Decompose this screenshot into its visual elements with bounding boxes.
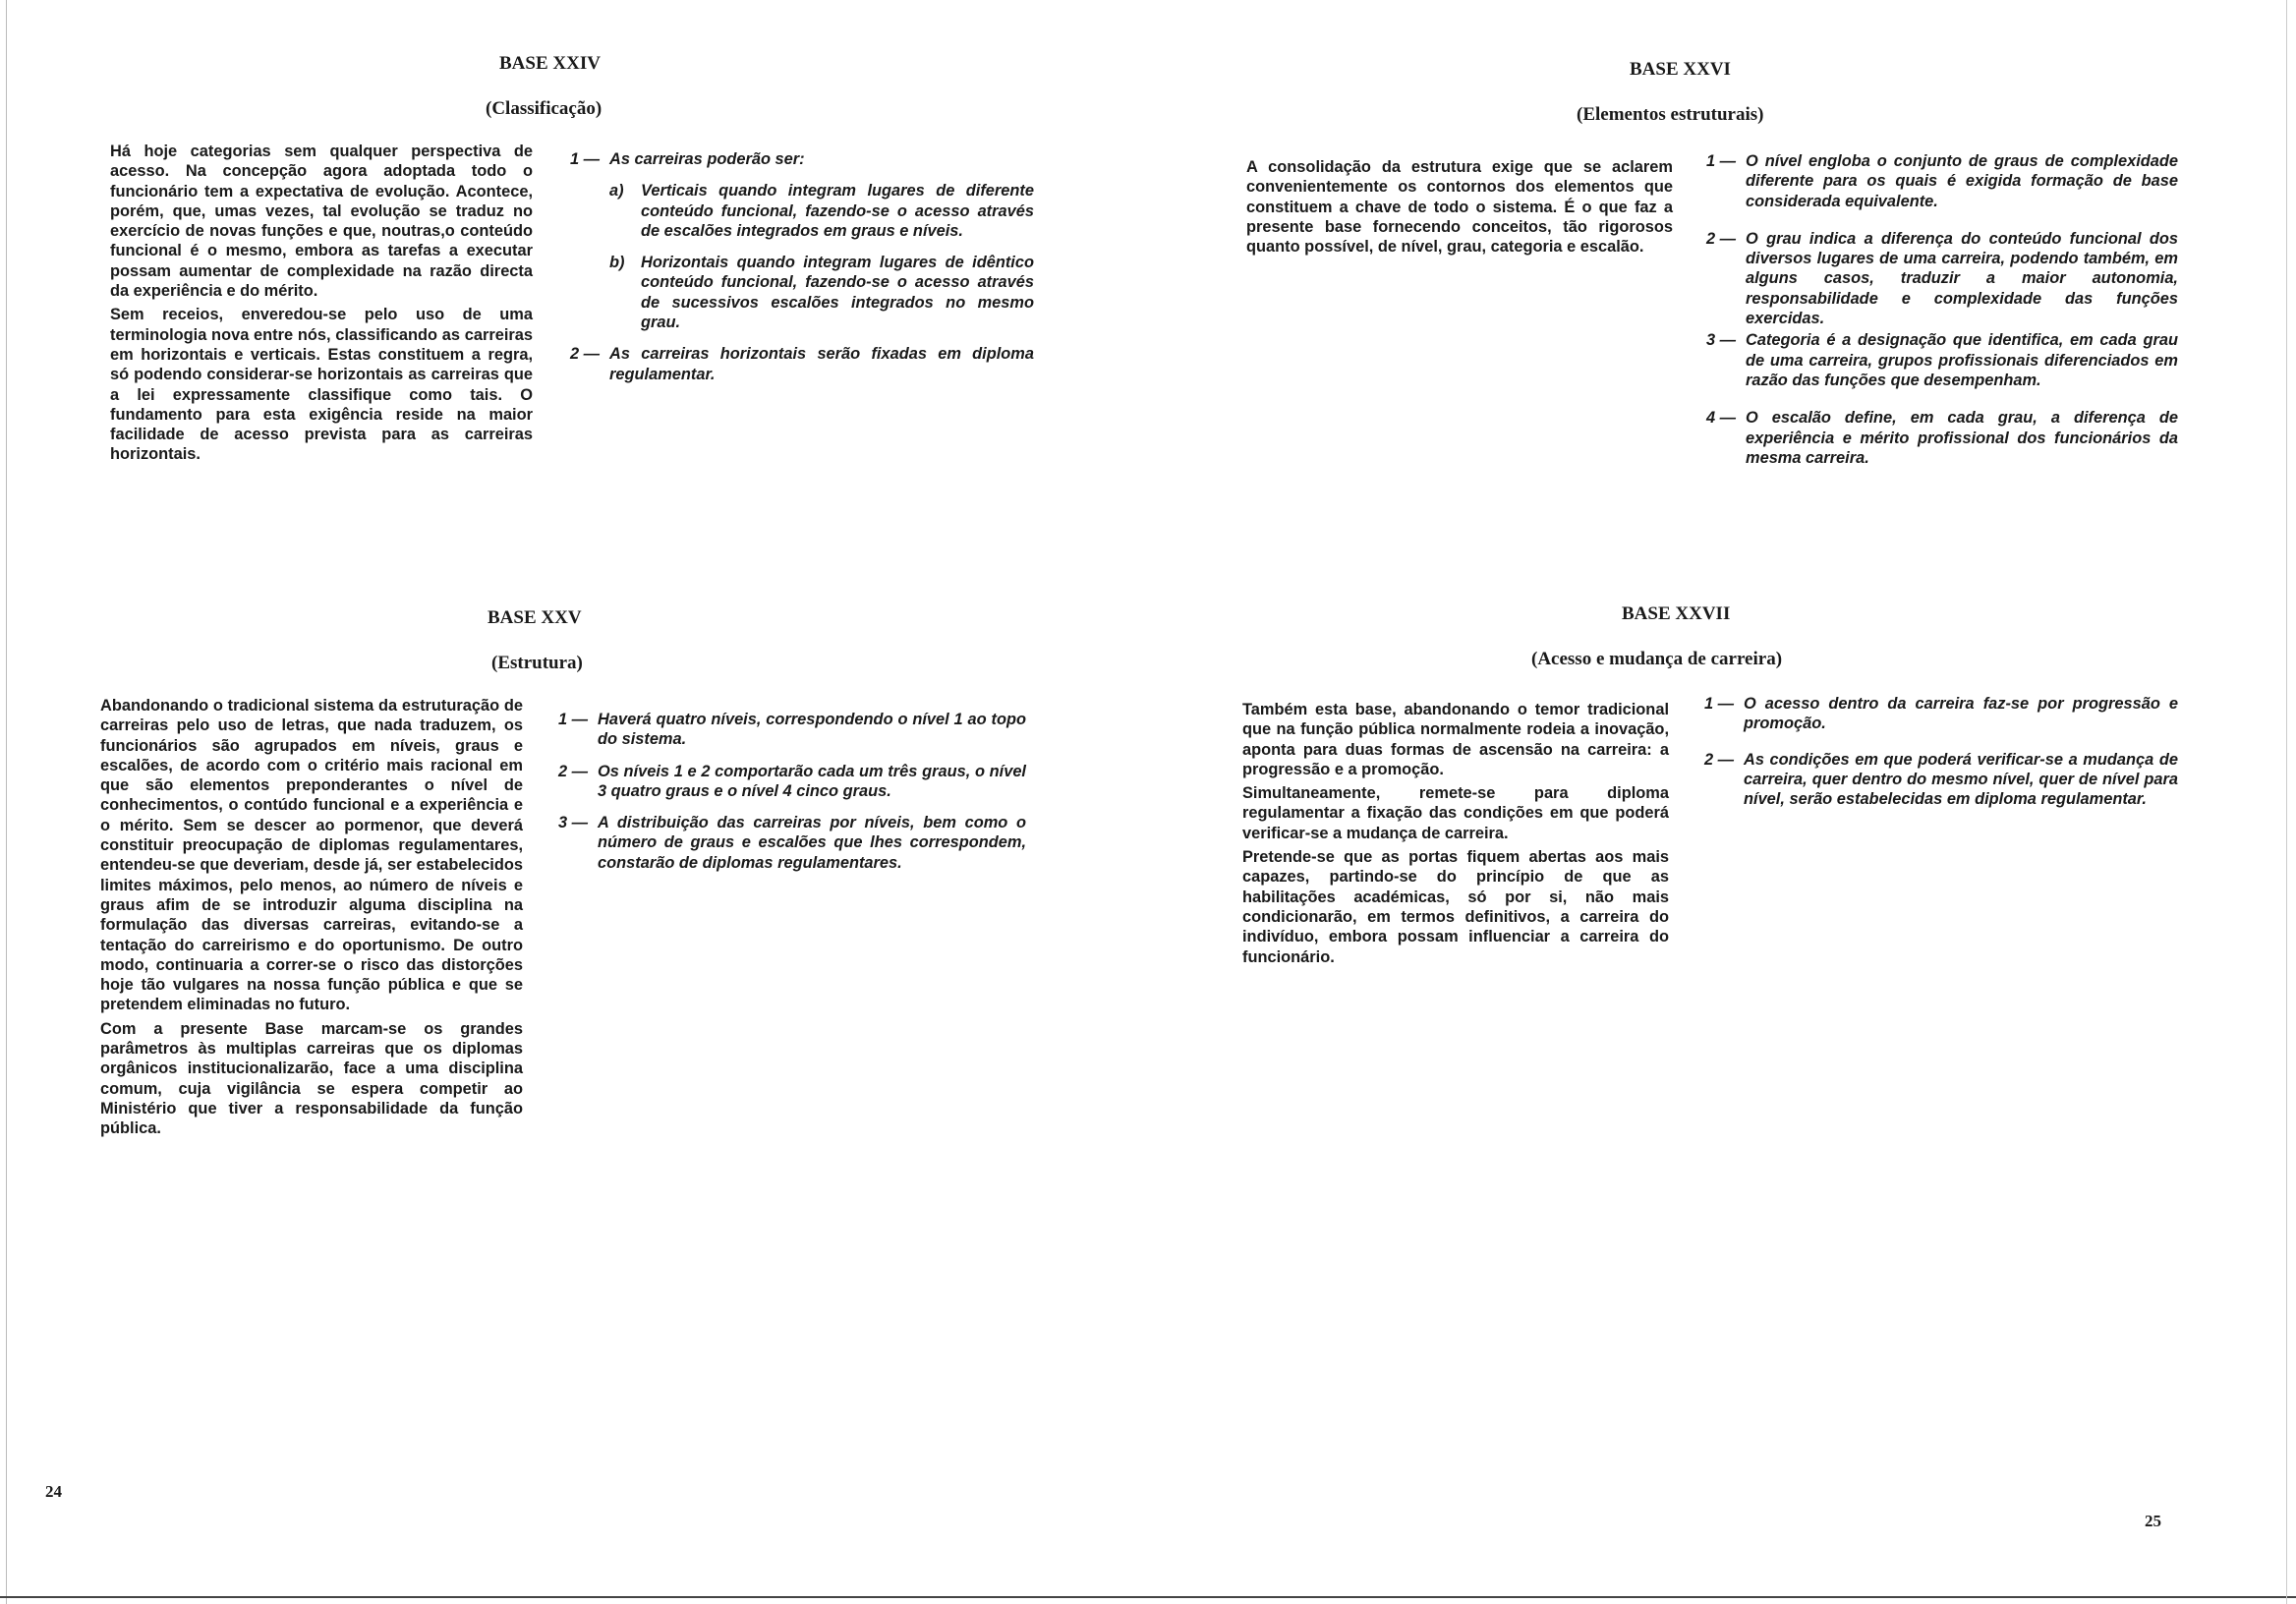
- paragraph: Simultaneamente, remete-se para diploma regulamentar a fixação das condições em que poderá verificar-se a mudança de carreira.: [1242, 784, 1669, 842]
- item-number: 1 —: [1706, 152, 1737, 170]
- subitem-text: Verticais quando integram lugares de diferente conteúdo funcional, fazendo-se o acesso através de escalões integrados em graus e níveis.: [641, 182, 1034, 240]
- list-item: [1706, 408, 2178, 468]
- item-number: 4 —: [1706, 409, 1737, 428]
- item-number: 1 —: [1704, 695, 1735, 713]
- base-xxvii-items: [1704, 694, 2178, 821]
- list-item: [1706, 229, 2178, 328]
- base-xxvii-subtitle: (Acesso e mudança de carreira): [1531, 649, 1783, 669]
- item-text: A distribuição das carreiras por níveis, bem como o número de graus e escalões que lhes correspondem, constarão de diplomas regulamentares.: [598, 814, 1026, 872]
- base-xxvi-title: BASE XXVI: [1630, 59, 1731, 80]
- item-text: O nível engloba o conjunto de graus de complexidade diferente para os quais é exigida formação de base considerada equivalente.: [1746, 152, 2178, 210]
- item-text: As carreiras poderão ser:: [609, 150, 805, 168]
- item-number: 2 —: [1706, 229, 1737, 248]
- item-number: 2 —: [558, 762, 589, 780]
- item-number: 2 —: [1704, 750, 1735, 769]
- base-xxvii-title: BASE XXVII: [1622, 603, 1731, 624]
- base-xxvi-body: [1246, 157, 1673, 257]
- list-item: [1704, 694, 2178, 734]
- list-subitem: [609, 253, 1034, 332]
- list-item: [570, 149, 1034, 169]
- base-xxvii-body: [1242, 700, 1669, 967]
- paragraph: Com a presente Base marcam-se os grandes parâmetros às multiplas carreiras que os diplomas orgânicos institucionalizarão, face a uma disciplina comum, cuja vigilância se espera competir ao Ministério que tiver a responsabilidade da função pública.: [100, 1019, 523, 1138]
- item-text: Categoria é a designação que identifica, em cada grau de uma carreira, grupos profissionais diferenciados em razão das funções que desempenham.: [1746, 331, 2178, 389]
- list-item: [570, 344, 1034, 384]
- base-xxiv-body: [110, 142, 533, 465]
- list-item: [558, 813, 1026, 873]
- paragraph: Abandonando o tradicional sistema da estruturação de carreiras pelo uso de letras, que nada traduzem, os funcionários são agrupados em níveis, graus e escalões, de acordo com o critério mais racional em que são elementos preponderantes o nível de conhecimentos, o contúdo funcional e a experiência e o mérito. Sem se descer ao pormenor, que deverá constituir preocupação de diplomas regulamentares, entendeu-se que deveriam, desde já, ser estabelecidos limites máximos, pelo menos, ao número de níveis e graus afim de se introduzir alguma disciplina na formulação das diversas carreiras, evitando-se a tentação do carreirismo e do oportunismo. De outro modo, continuaria a correr-se o risco das distorções hoje tão vulgares na nossa função pública e que se pretendem eliminadas no futuro.: [100, 697, 523, 1014]
- base-xxiv-title: BASE XXIV: [499, 53, 601, 74]
- page-number: 24: [45, 1482, 62, 1501]
- page-number: 25: [2145, 1512, 2161, 1530]
- base-xxv-title: BASE XXV: [488, 607, 582, 628]
- right-page: [1148, 0, 2296, 1604]
- list-subitem: [609, 181, 1034, 241]
- scan-edge-right: [2286, 0, 2287, 1604]
- list-item: [1704, 750, 2178, 810]
- subitem-text: Horizontais quando integram lugares de idêntico conteúdo funcional, fazendo-se o acesso através de sucessivos escalões integrados no mesmo grau.: [641, 254, 1034, 332]
- subitem-letter: b): [609, 254, 625, 272]
- list-item: [1706, 330, 2178, 390]
- item-text: O grau indica a diferença do conteúdo funcional dos diversos lugares de uma carreira, podendo também, em alguns casos, traduzir a maior autonomia, responsabilidade e complexidade das funções exercidas.: [1746, 229, 2178, 328]
- list-item: [558, 762, 1026, 802]
- base-xxv-items: [558, 710, 1026, 885]
- item-text: Os níveis 1 e 2 comportarão cada um três graus, o nível 3 quatro graus e o nível 4 cinco graus.: [598, 762, 1026, 800]
- item-text: O escalão define, em cada grau, a diferença de experiência e mérito profissional dos funcionários da mesma carreira.: [1746, 409, 2178, 467]
- base-xxvi-subtitle: (Elementos estruturais): [1577, 104, 1764, 125]
- item-number: 1 —: [570, 150, 601, 168]
- paragraph: A consolidação da estrutura exige que se aclarem convenientemente os contornos dos elementos que constituem a chave de todo o sistema. É o que faz a presente base fornecendo conceitos, tão rigorosos quanto possível, de nível, grau, categoria e escalão.: [1246, 158, 1673, 257]
- base-xxv-subtitle: (Estrutura): [491, 653, 583, 673]
- base-xxiv-items: [570, 149, 1034, 396]
- list-item: [558, 710, 1026, 750]
- base-xxiv-subtitle: (Classificação): [486, 98, 603, 119]
- paragraph: Também esta base, abandonando o temor tradicional que na função pública normalmente rodeia a inovação, aponta para duas formas de ascensão na carreira: a progressão e a promoção.: [1242, 701, 1669, 778]
- item-number: 3 —: [1706, 331, 1737, 350]
- scan-edge-left: [6, 0, 7, 1604]
- list-item: [1706, 151, 2178, 211]
- item-number: 3 —: [558, 814, 589, 832]
- item-text: Haverá quatro níveis, correspondendo o nível 1 ao topo do sistema.: [598, 711, 1026, 749]
- paragraph: Pretende-se que as portas fiquem abertas aos mais capazes, partindo-se do princípio de que as habilitações académicas, só por si, não mais condicionarão, em termos definitivos, a carreira do indivíduo, embora possam influenciar a carreira do funcionário.: [1242, 848, 1669, 966]
- item-number: 2 —: [570, 345, 601, 364]
- paragraph: Sem receios, enveredou-se pelo uso de uma terminologia nova entre nós, classificando as carreiras em horizontais e verticais. Estas constituem a regra, só podendo considerar-se horizontais as carreiras que a lei expressamente classifique como tais. O fundamento para esta exigência reside na maior facilidade de acesso prevista para as carreiras horizontais.: [110, 306, 533, 464]
- item-text: As condições em que poderá verificar-se a mudança de carreira, quer dentro do mesmo nível, quer de nível para nível, serão estabelecidas em diploma regulamentar.: [1744, 750, 2178, 809]
- scan-edge-bottom: [0, 1596, 2296, 1598]
- item-text: As carreiras horizontais serão fixadas em diploma regulamentar.: [609, 345, 1034, 383]
- base-xxv-body: [100, 696, 523, 1139]
- paragraph: Há hoje categorias sem qualquer perspectiva de acesso. Na concepção agora adoptada todo o funcionário tem a expectativa de evolução. Acontece, porém, que, umas vezes, tal evolução se traduz no exercício de novas funções e que, noutras,o conteúdo funcional é o mesmo, embora as tarefas a executar possam aumentar de complexidade na razão directa da experiência e do mérito.: [110, 143, 533, 301]
- item-number: 1 —: [558, 711, 589, 728]
- base-xxvi-items: [1706, 151, 2178, 480]
- subitem-letter: a): [609, 182, 624, 200]
- item-text: O acesso dentro da carreira faz-se por progressão e promoção.: [1744, 695, 2178, 733]
